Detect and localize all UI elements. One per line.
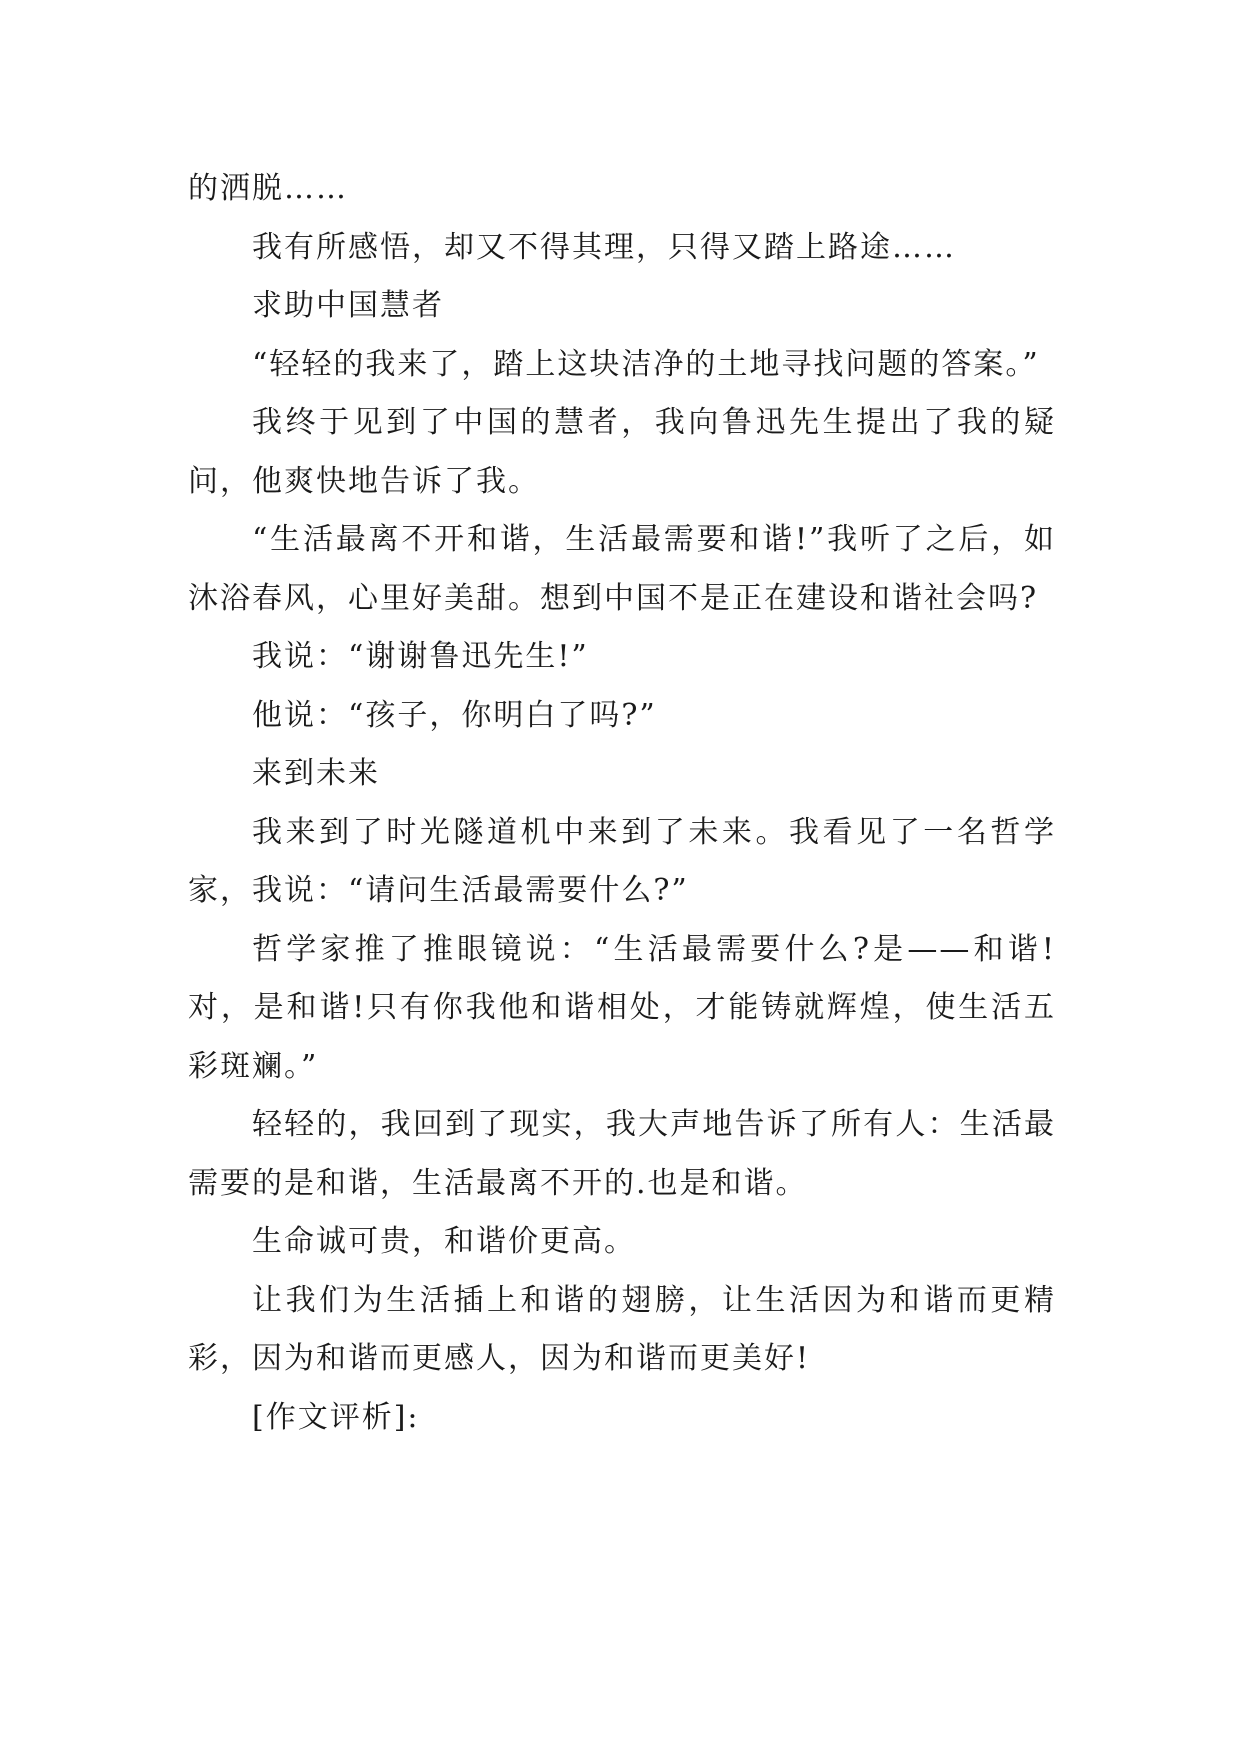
paragraph: “生活最离不开和谐，生活最需要和谐!”我听了之后，如沐浴春风，心里好美甜。想到中国不是正在建设和谐社会吗?	[188, 522, 1056, 616]
paragraph: 哲学家推了推眼镜说：“生活最需要什么?是——和谐!对，是和谐!只有你我他和谐相处，才能铸就辉煌，使生活五彩斑斓。”	[188, 931, 1056, 1084]
paragraph: 的洒脱……	[188, 171, 348, 206]
paragraph: 我终于见到了中国的慧者，我向鲁迅先生提出了我的疑问，他爽快地告诉了我。	[188, 405, 1056, 499]
paragraph: “轻轻的我来了，踏上这块洁净的土地寻找问题的答案。”	[252, 346, 1040, 382]
section-heading: 来到未来	[252, 756, 380, 791]
paragraph: 生命诚可贵，和谐价更高。	[252, 1224, 636, 1259]
document-body	[188, 160, 1056, 1447]
paragraph: 我说：“谢谢鲁迅先生!”	[252, 639, 589, 674]
section-heading: 求助中国慧者	[252, 288, 444, 323]
paragraph: 他说：“孩子，你明白了吗?”	[252, 697, 657, 733]
paragraph: 我来到了时光隧道机中来到了未来。我看见了一名哲学家，我说：“请问生活最需要什么?”	[188, 814, 1056, 908]
paragraph: 让我们为生活插上和谐的翅膀，让生活因为和谐而更精彩，因为和谐而更感人，因为和谐而更美好!	[188, 1282, 1056, 1376]
section-heading: [作文评析]:	[252, 1399, 420, 1435]
paragraph: 轻轻的，我回到了现实，我大声地告诉了所有人：生活最需要的是和谐，生活最离不开的.也是和谐。	[188, 1107, 1056, 1201]
paragraph: 我有所感悟，却又不得其理，只得又踏上路途……	[252, 229, 956, 265]
